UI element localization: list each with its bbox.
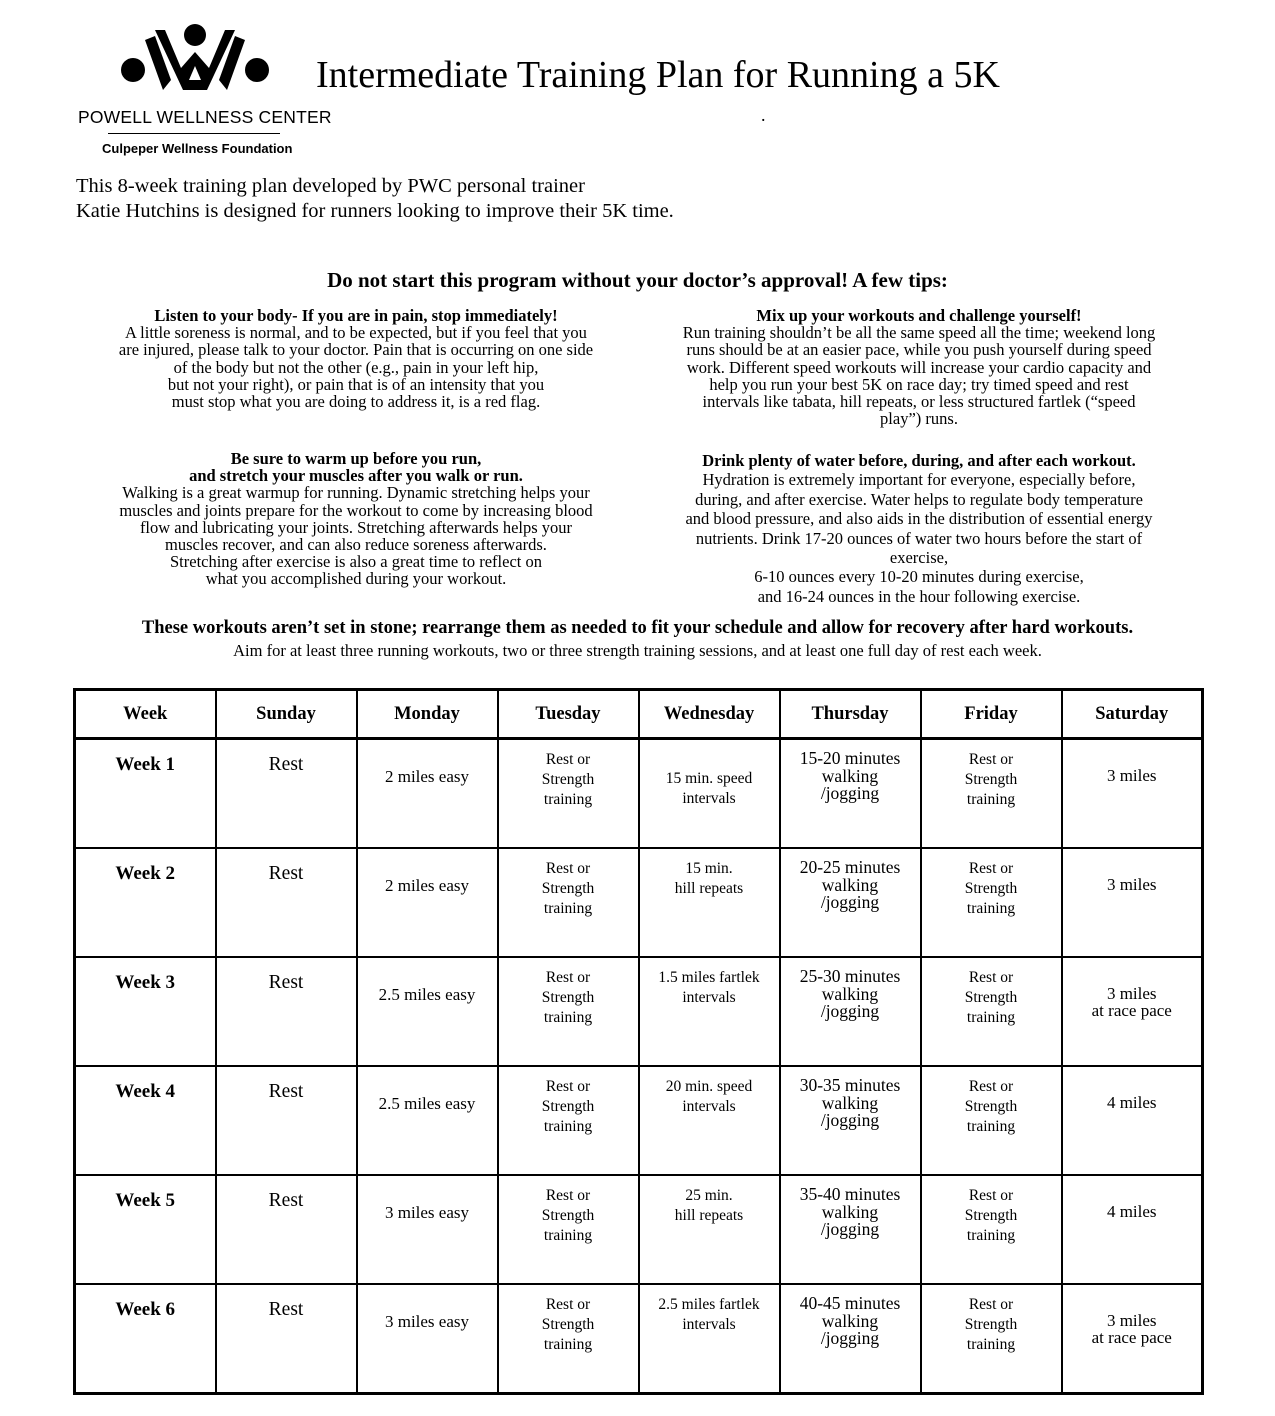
- cell-text: 4 miles: [1106, 1093, 1157, 1112]
- header-monday: Monday: [357, 690, 498, 739]
- tip-mix-workouts: [644, 307, 1194, 427]
- cell-saturday: [1062, 1066, 1203, 1175]
- cell-friday: [921, 957, 1062, 1066]
- cell-monday: [357, 1066, 498, 1175]
- cell-text: 2 miles easy: [384, 876, 470, 895]
- tip-heading: Drink plenty of water before, during, and after each workout.: [702, 451, 1136, 470]
- cell-monday: [357, 1284, 498, 1394]
- cell-week: [75, 957, 216, 1066]
- cell-thursday: [780, 848, 921, 957]
- cell-text: 15-20 minutes walking /jogging: [799, 748, 901, 803]
- cell-text: 25-30 minutes walking /jogging: [799, 966, 901, 1021]
- cell-tuesday: [498, 848, 639, 957]
- cell-text: Rest or Strength training: [964, 1078, 1018, 1135]
- training-plan-table: [73, 688, 1204, 1395]
- cell-text: Week 3: [115, 972, 176, 993]
- header-thursday: Thursday: [780, 690, 921, 739]
- schedule-subnote: Aim for at least three running workouts, two or three strength training sessions, and at least one full day of rest each week.: [233, 641, 1042, 660]
- tip-listen-body: [80, 307, 632, 410]
- tip-warm-up: [80, 450, 632, 588]
- cell-friday: [921, 739, 1062, 849]
- table-row: [75, 957, 1203, 1066]
- tip-body: Hydration is extremely important for everyone, especially before, during, and after exercise. Water helps to regulate body temperature and blood pressure, and also aids in the distribution of essential energy nutrients. Drink 17-20 ounces of water two hours before the start of exercise, 6-10 ounces every 10-20 minutes during exercise, and 16-24 ounces in the hour following exercise.: [685, 470, 1153, 606]
- table-row: [75, 1066, 1203, 1175]
- cell-wednesday: [639, 848, 780, 957]
- cell-text: Rest: [268, 972, 304, 993]
- cell-text: 30-35 minutes walking /jogging: [799, 1075, 901, 1130]
- cell-text: 35-40 minutes walking /jogging: [799, 1184, 901, 1239]
- cell-text: 2.5 miles easy: [378, 985, 476, 1004]
- cell-wednesday: [639, 739, 780, 849]
- table-row: [75, 1175, 1203, 1284]
- cell-wednesday: [639, 1284, 780, 1394]
- logo-figures-icon: [115, 22, 275, 92]
- cell-friday: [921, 848, 1062, 957]
- intro-text: [76, 174, 674, 224]
- cell-text: 20-25 minutes walking /jogging: [799, 857, 901, 912]
- cell-text: Rest or Strength training: [964, 1296, 1018, 1353]
- cell-text: Rest or Strength training: [541, 860, 595, 917]
- cell-week: [75, 1066, 216, 1175]
- cell-text: Rest: [268, 1299, 304, 1320]
- header-wednesday: Wednesday: [639, 690, 780, 739]
- cell-saturday: [1062, 957, 1203, 1066]
- cell-friday: [921, 1175, 1062, 1284]
- header-sunday: Sunday: [216, 690, 357, 739]
- cell-sunday: [216, 1284, 357, 1394]
- cell-text: Rest or Strength training: [541, 1187, 595, 1244]
- header-friday: Friday: [921, 690, 1062, 739]
- tip-body: A little soreness is normal, and to be expected, but if you feel that you are injured, please talk to your doctor. Pain that is occurring on one side of the body but not the other (e.g., pain in your left hip, but not your right), or pain that is of an intensity that you must stop what you are doing to address it, is a red flag.: [118, 323, 594, 412]
- tip-heading: Mix up your workouts and challenge yourself!: [756, 306, 1082, 325]
- cell-text: 40-45 minutes walking /jogging: [799, 1293, 901, 1348]
- cell-text: Rest or Strength training: [964, 751, 1018, 808]
- cell-text: Week 4: [115, 1081, 176, 1102]
- cell-monday: [357, 848, 498, 957]
- page-title: Intermediate Training Plan for Running a 5K: [316, 54, 1000, 96]
- cell-saturday: [1062, 1175, 1203, 1284]
- tip-hydration: [644, 451, 1194, 606]
- tip-heading: Be sure to warm up before you run, and stretch your muscles after you walk or run.: [189, 449, 523, 486]
- tip-body: Walking is a great warmup for running. Dynamic stretching helps your muscles and joints prepare for the workout to come by increasing blood flow and lubricating your joints. Stretching afterwards helps your muscles recover, and can also reduce soreness afterwards. Stretching after exercise is also a great time to reflect on what you accomplished during your workout.: [119, 483, 593, 589]
- cell-text: 20 min. speed intervals: [665, 1078, 753, 1115]
- tip-body: Run training shouldn’t be all the same speed all the time; weekend long runs should be at an easier pace, while you push yourself during speed work. Different speed workouts will increase your cardio capacity and help you run your best 5K on race day; try timed speed and rest intervals like tabata, hill repeats, or less structured fartlek (“speed play”) runs.: [682, 323, 1156, 429]
- schedule-note: These workouts aren’t set in stone; rearrange them as needed to fit your schedule and allow for recovery after hard workouts.: [141, 618, 1134, 638]
- cell-thursday: [780, 1284, 921, 1394]
- cell-saturday: [1062, 1284, 1203, 1394]
- cell-text: Rest or Strength training: [964, 969, 1018, 1026]
- cell-tuesday: [498, 957, 639, 1066]
- tip-heading: Listen to your body- If you are in pain, stop immediately!: [154, 306, 558, 325]
- cell-thursday: [780, 1175, 921, 1284]
- cell-monday: [357, 739, 498, 849]
- cell-monday: [357, 1175, 498, 1284]
- cell-text: Rest: [268, 863, 304, 884]
- cell-text: 3 miles easy: [384, 1312, 470, 1331]
- cell-tuesday: [498, 1066, 639, 1175]
- cell-text: Rest or Strength training: [541, 751, 595, 808]
- cell-saturday: [1062, 739, 1203, 849]
- cell-thursday: [780, 1066, 921, 1175]
- cell-text: 15 min. hill repeats: [674, 860, 744, 897]
- cell-text: Week 5: [115, 1190, 176, 1211]
- cell-tuesday: [498, 1175, 639, 1284]
- cell-week: [75, 1175, 216, 1284]
- table-header-row: [75, 690, 1203, 739]
- cell-text: Rest or Strength training: [541, 969, 595, 1026]
- cell-text: 3 miles at race pace: [1091, 1311, 1172, 1347]
- header-tuesday: Tuesday: [498, 690, 639, 739]
- table-row: [75, 1284, 1203, 1394]
- cell-wednesday: [639, 957, 780, 1066]
- cell-text: Rest: [268, 1190, 304, 1211]
- cell-thursday: [780, 957, 921, 1066]
- stray-dot: .: [761, 105, 766, 125]
- cell-text: 2.5 miles fartlek intervals: [658, 1296, 760, 1333]
- doctor-warning: Do not start this program without your doctor’s approval! A few tips:: [327, 268, 948, 292]
- cell-text: Rest or Strength training: [541, 1296, 595, 1353]
- cell-wednesday: [639, 1066, 780, 1175]
- cell-text: Week 2: [115, 863, 176, 884]
- cell-sunday: [216, 1066, 357, 1175]
- org-subtitle: Culpeper Wellness Foundation: [102, 141, 293, 156]
- cell-wednesday: [639, 1175, 780, 1284]
- cell-week: [75, 739, 216, 849]
- cell-text: 1.5 miles fartlek intervals: [658, 969, 760, 1006]
- cell-week: [75, 1284, 216, 1394]
- header-saturday: Saturday: [1062, 690, 1203, 739]
- cell-sunday: [216, 739, 357, 849]
- intro-line-1: This 8-week training plan developed by PWC personal trainer: [76, 175, 585, 197]
- cell-text: Rest: [268, 754, 304, 775]
- cell-text: Week 1: [115, 754, 176, 775]
- logo-divider: [108, 133, 280, 134]
- cell-text: Rest or Strength training: [964, 1187, 1018, 1244]
- cell-text: Rest or Strength training: [541, 1078, 595, 1135]
- cell-text: 3 miles easy: [384, 1203, 470, 1222]
- cell-friday: [921, 1284, 1062, 1394]
- cell-sunday: [216, 1175, 357, 1284]
- cell-thursday: [780, 739, 921, 849]
- cell-tuesday: [498, 739, 639, 849]
- cell-text: 2 miles easy: [384, 767, 470, 786]
- cell-sunday: [216, 957, 357, 1066]
- powell-wellness-logo: [70, 22, 332, 162]
- cell-text: Rest: [268, 1081, 304, 1102]
- cell-text: 15 min. speed intervals: [665, 770, 753, 807]
- cell-text: 25 min. hill repeats: [674, 1187, 744, 1224]
- cell-text: Week 6: [115, 1299, 176, 1320]
- table-row: [75, 848, 1203, 957]
- header-week: Week: [75, 690, 216, 739]
- org-name: POWELL WELLNESS CENTER: [78, 107, 332, 127]
- cell-text: Rest or Strength training: [964, 860, 1018, 917]
- cell-text: 4 miles: [1106, 1202, 1157, 1221]
- cell-text: 2.5 miles easy: [378, 1094, 476, 1113]
- cell-saturday: [1062, 848, 1203, 957]
- cell-friday: [921, 1066, 1062, 1175]
- intro-line-2: Katie Hutchins is designed for runners looking to improve their 5K time.: [76, 200, 674, 222]
- cell-tuesday: [498, 1284, 639, 1394]
- cell-monday: [357, 957, 498, 1066]
- cell-sunday: [216, 848, 357, 957]
- cell-week: [75, 848, 216, 957]
- cell-text: 3 miles: [1106, 875, 1157, 894]
- table-row: [75, 739, 1203, 849]
- cell-text: 3 miles at race pace: [1091, 984, 1172, 1020]
- cell-text: 3 miles: [1106, 766, 1157, 785]
